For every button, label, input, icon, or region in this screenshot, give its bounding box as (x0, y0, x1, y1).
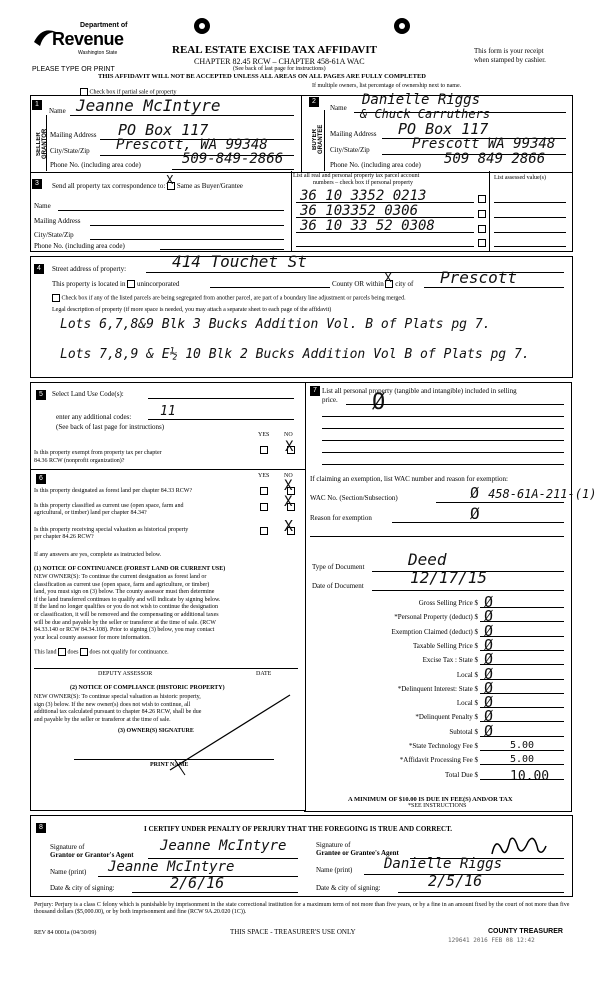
section-4-number: 4 (34, 264, 44, 274)
s6-q3a: Is this property receiving special valuation as historical property (34, 527, 189, 533)
fee-row-value[interactable]: 10.00 (510, 768, 550, 784)
deputy-assessor: DEPUTY ASSESSOR (98, 671, 153, 677)
if-yes: If any answers are yes, complete as instructed below. (34, 552, 162, 558)
legal-desc-2[interactable]: Lots 7,8,9 & E½ 10 Blk 2 Bucks Addition Vol B of Plats pg 7. (60, 347, 530, 362)
grantee-print-label: Name (print) (316, 866, 353, 874)
fee-row-value[interactable]: Ø (484, 621, 494, 640)
continuance-line: will be due and payable by the seller or transferor at the time of sale. (RCW (34, 619, 216, 626)
buyer-city[interactable]: Prescott WA 99348 (412, 136, 556, 152)
fee-row-label: *Delinquent Interest: State $ (397, 684, 478, 693)
seller-mailing[interactable]: PO Box 117 (118, 121, 209, 139)
section-6-number: 6 (36, 474, 46, 484)
fee-row-label: Subtotal $ (449, 727, 478, 736)
reason-label: Reason for exemption (310, 514, 372, 522)
form-warning: THIS AFFIDAVIT WILL NOT BE ACCEPTED UNLESS ALL AREAS ON ALL PAGES ARE FULLY COMPLETED (98, 73, 426, 80)
parcel-header-1: List all real and personal property tax parcel account (293, 173, 420, 179)
wac-value[interactable]: Ø 458-61A-211-(1) (470, 484, 597, 502)
parcel-header-2: numbers – check box if personal property (313, 180, 413, 186)
punch-hole-inner (399, 23, 405, 29)
seller-name-label: Name (49, 107, 66, 115)
exempt-yes-checkbox[interactable] (260, 446, 268, 454)
buyer-mailing[interactable]: PO Box 117 (398, 120, 489, 138)
fee-row-label: *State Technology Fee $ (408, 742, 478, 750)
s3-phone-label: Phone No. (including area code) (34, 242, 125, 250)
wac-label: WAC No. (Section/Subsection) (310, 494, 398, 502)
treasurer-use: THIS SPACE - TREASURER'S USE ONLY (230, 928, 356, 936)
buyer-phone[interactable]: 509 849 2866 (444, 151, 546, 167)
continuance-line: classification as current use (open space, farm and agriculture, or timber) (34, 581, 210, 588)
grantor-date[interactable]: 2/6/16 (170, 874, 225, 892)
unincorporated-checkbox[interactable] (127, 280, 135, 288)
compliance-title: (2) NOTICE OF COMPLIANCE (HISTORIC PROPERTY) (70, 685, 225, 691)
seller-city-label: City/State/Zip (50, 147, 90, 155)
continuance-line: NEW OWNER(S): To continue the current designation as forest land or (34, 574, 207, 580)
fee-row-value[interactable]: 5.00 (510, 740, 535, 751)
land-use-label: Select Land Use Code(s): (52, 390, 124, 398)
s6-q2a: Is this property classified as current use (open space, farm and (34, 503, 184, 509)
section-1-number: 1 (32, 100, 42, 110)
fee-row-label: Total Due $ (445, 770, 478, 779)
buyer-name-label: Name (330, 104, 347, 112)
buyer-name-line1[interactable]: Danielle Riggs (362, 92, 481, 108)
treasurer-stamp: 129641 2016 FEB 08 12:42 (448, 937, 535, 944)
fee-row-value[interactable]: Ø (484, 593, 494, 611)
please-type: PLEASE TYPE OR PRINT (32, 66, 115, 73)
punch-hole-inner (199, 23, 205, 29)
compliance-line: sign (3) below. If the new owner(s) does not wish to continue, all (34, 701, 191, 708)
fee-row-value[interactable]: Ø (484, 678, 494, 697)
additional-codes-value[interactable]: 11 (160, 404, 176, 419)
buyer-city-label: City/State/Zip (330, 146, 370, 154)
see-instructions: *SEE INSTRUCTIONS (408, 803, 467, 809)
doc-date-label: Date of Document (312, 582, 364, 590)
does-not-checkbox[interactable] (80, 648, 88, 656)
parcel-2-personal-checkbox[interactable] (478, 210, 486, 218)
grantee-date[interactable]: 2/5/16 (428, 872, 483, 890)
compliance-line: additional tax calculated pursuant to chapter 84.26 RCW, shall be due (34, 709, 202, 716)
exempt-q1: Is this property exempt from property tax per chapter (34, 450, 162, 456)
personal-property-mark[interactable]: Ø (372, 390, 386, 415)
print-name-label: PRINT NAME (150, 762, 189, 768)
grantor-print-name[interactable]: Jeanne McIntyre (108, 859, 235, 875)
certify-text: I CERTIFY UNDER PENALTY OF PERJURY THAT THE FOREGOING IS TRUE AND CORRECT. (144, 825, 453, 833)
seller-side-label: SELLER GRANTOR (36, 128, 48, 160)
compliance-line: and payable by the seller or transferor at the time of sale. (34, 716, 171, 723)
list-personal-2: price. (322, 396, 338, 404)
legal-label: Legal description of property (if more space is needed, you may attach a separate sheet to each page of the affidavit) (52, 307, 332, 313)
grantor-sig-label-2: Grantor or Grantor's Agent (50, 851, 134, 859)
grantor-sig-label-1: Signature of (50, 843, 85, 851)
fee-row-value[interactable]: Ø (484, 607, 494, 626)
parcel-3-personal-checkbox[interactable] (478, 225, 486, 233)
fee-row-value[interactable]: Ø (484, 693, 494, 712)
county-or-within: County OR within X city of (332, 271, 414, 288)
exempt-q2: 84.36 RCW (nonprofit organization)? (34, 458, 125, 464)
fee-row-value[interactable]: Ø (484, 664, 494, 683)
parcel-3[interactable]: 36 10 33 52 0308 (300, 218, 435, 234)
doc-type-label: Type of Document (312, 563, 365, 571)
continuance-line: land, you must sign on (3) below. The county assessor must then determine (34, 589, 215, 596)
s3-mailing-label: Mailing Address (34, 217, 81, 225)
seller-mailing-label: Mailing Address (50, 131, 97, 139)
fee-row-value[interactable]: Ø (484, 721, 494, 740)
street-label: Street address of property: (52, 265, 127, 273)
buyer-phone-label: Phone No. (including area code) (330, 161, 421, 169)
section-2-number: 2 (309, 97, 319, 107)
parcel-1[interactable]: 36 10 3352 0213 (300, 188, 427, 204)
fee-row-label: Taxable Selling Price $ (412, 641, 478, 650)
s5-no: NO (284, 432, 293, 438)
historic-no-mark: X (284, 517, 294, 535)
list-personal-1: List all personal property (tangible and intangible) included in selling (322, 387, 517, 395)
segregated-text: Check box if any of the listed parcels are being segregated from another parcel, are part of a boundary line adjustment or parcels being merged. (52, 294, 406, 302)
parcel-2[interactable]: 36 103352 0306 (300, 203, 419, 219)
street-address[interactable]: 414 Touchet St (172, 252, 307, 271)
doc-date[interactable]: 12/17/15 (410, 568, 488, 587)
assessor-date: DATE (256, 671, 272, 677)
grantee-sig-label-2: Grantee or Grantee's Agent (316, 849, 399, 857)
reason-mark[interactable]: Ø (470, 504, 480, 523)
doc-type[interactable]: Deed (408, 550, 447, 569)
fee-row-label: Exemption Claimed (deduct) $ (391, 627, 478, 636)
fee-row-label: *Affidavit Processing Fee $ (399, 756, 478, 765)
s5-see-back: (See back of last page for instructions) (56, 423, 165, 431)
multiple-owners: If multiple owners, list percentage of ownership next to name. (312, 83, 462, 89)
exemption-claim: If claiming an exemption, list WAC number and reason for exemption: (310, 475, 508, 483)
fee-row-label: Gross Selling Price $ (418, 599, 478, 607)
fee-row-label: *Delinquent Penalty $ (415, 713, 478, 722)
dor-logo (32, 22, 128, 62)
s3-city-label: City/State/Zip (34, 231, 74, 239)
minimum-due: A MINIMUM OF $10.00 IS DUE IN FEE(S) AND/OR TAX (348, 796, 513, 803)
located-in: This property is located in unincorporated (52, 280, 180, 288)
fee-row-label: Excise Tax : State $ (422, 656, 478, 665)
assessed-header: List assessed value(s) (494, 175, 546, 181)
s6-q1: Is this property designated as forest land per chapter 84.33 RCW? (34, 488, 193, 494)
grantee-print-name[interactable]: Danielle Riggs (384, 856, 503, 872)
logo-line1: Department of (80, 22, 128, 29)
fee-row-value[interactable]: 5.00 (510, 754, 535, 766)
perjury-text: Perjury: Perjury is a class C felony which is punishable by imprisonment in the state correctional institution for a maximum term of not more than five years, or by a fine in an amount fixed by the court of not more than five thousand dollars ($5,000.00), or by both imprisonment and fine (RCW 9A.20.020 (1C)). (34, 902, 570, 915)
section-3-number: 3 (32, 179, 42, 189)
grantee-sig-label-1: Signature of (316, 841, 351, 849)
parcel-4-personal-checkbox[interactable] (478, 239, 486, 247)
form-title: REAL ESTATE EXCISE TAX AFFIDAVIT (172, 44, 377, 56)
fee-row-value[interactable]: Ø (484, 707, 494, 726)
logo-line3: Washington State (78, 50, 118, 56)
partial-sale: Check box if partial sale of property (80, 88, 176, 96)
s6-q2b: agricultural, or timber) land per chapter 84.34? (34, 510, 147, 516)
section-7-number: 7 (310, 386, 320, 396)
logo-line2: Revenue (52, 29, 124, 49)
fee-row-value[interactable]: Ø (484, 650, 494, 669)
grantor-print-label: Name (print) (50, 868, 87, 876)
parcel-1-personal-checkbox[interactable] (478, 195, 486, 203)
receipt-2: when stamped by cashier. (474, 56, 546, 64)
continuance-line: or classification, it will be removed and the compensating or additional taxes (34, 612, 219, 618)
rev-number: REV 84 0001a (04/30/09) (34, 930, 97, 936)
fee-row-value[interactable]: Ø (484, 635, 494, 654)
fee-row-label: Local $ (456, 699, 478, 708)
section-5-number: 5 (36, 390, 46, 400)
grantee-date-label: Date & city of signing: (316, 884, 381, 892)
continuance-line: your local county assessor for more information. (34, 634, 151, 641)
continuance-line: If the land no longer qualifies or you do not wish to continue the designation (34, 604, 218, 611)
compliance-line: NEW OWNER(S): To continue special valuation as historic property, (34, 694, 201, 700)
does-checkbox[interactable] (58, 648, 66, 656)
s3-name-label: Name (34, 202, 51, 210)
seller-city[interactable]: Prescott, WA 99348 (116, 137, 268, 153)
buyer-mailing-label: Mailing Address (330, 130, 377, 138)
form-chapter: CHAPTER 82.45 RCW – CHAPTER 458-61A WAC (194, 57, 365, 66)
continuance-line: if the land transferred continues to qualify and will indicate by signing below. (34, 596, 221, 603)
this-land: This land does does not qualify for continuance. (34, 649, 169, 656)
send-correspondence: Send all property tax correspondence to: X Same as Buyer/Grantee (52, 173, 243, 190)
owner-signature-label: (3) OWNER(S) SIGNATURE (118, 728, 194, 734)
s6-q3b: per chapter 84.26 RCW? (34, 534, 94, 540)
exempt-no-mark: X (285, 439, 294, 455)
section6-strikethrough (150, 690, 300, 780)
legal-desc-1[interactable]: Lots 6,7,8&9 Blk 3 Bucks Addition Vol. B of Plats pg 7. (60, 317, 491, 332)
seller-phone-label: Phone No. (including area code) (50, 161, 141, 169)
historic-yes-checkbox[interactable] (260, 527, 268, 535)
grantor-date-label: Date & city of signing: (50, 884, 115, 892)
section-8-number: 8 (36, 823, 46, 833)
city-name[interactable]: Prescott (440, 268, 518, 287)
see-back-header: (See back of last page for instructions) (233, 66, 326, 72)
seller-name[interactable]: Jeanne McIntyre (76, 96, 221, 115)
county-treasurer: COUNTY TREASURER (488, 928, 563, 935)
current-use-no-mark: X (284, 494, 293, 510)
s5-yes: YES (258, 432, 270, 438)
buyer-side-label: BUYER GRANTEE (312, 124, 324, 154)
additional-codes-label: enter any additional codes: (56, 413, 132, 421)
fee-row-label: *Personal Property (deduct) $ (394, 613, 478, 622)
continuance-title: (1) NOTICE OF CONTINUANCE (FOREST LAND OR CURRENT USE) (34, 566, 226, 572)
s6-no: NO (284, 473, 293, 479)
s6-yes: YES (258, 473, 270, 479)
seller-phone[interactable]: 509-849-2866 (182, 151, 284, 167)
buyer-name-line2[interactable]: & Chuck Carruthers (360, 107, 491, 121)
fee-row-label: Local $ (456, 670, 478, 679)
forest-no-mark: X (284, 478, 293, 494)
continuance-line: 84.33.140 or RCW 84.34.108). Prior to signing (3) below, you may contact (34, 627, 215, 634)
segregated-checkbox[interactable] (52, 294, 60, 302)
forest-yes-checkbox[interactable] (260, 487, 268, 495)
receipt-1: This form is your receipt (474, 47, 544, 55)
grantor-signature[interactable]: Jeanne McIntyre (160, 838, 287, 854)
current-use-yes-checkbox[interactable] (260, 503, 268, 511)
